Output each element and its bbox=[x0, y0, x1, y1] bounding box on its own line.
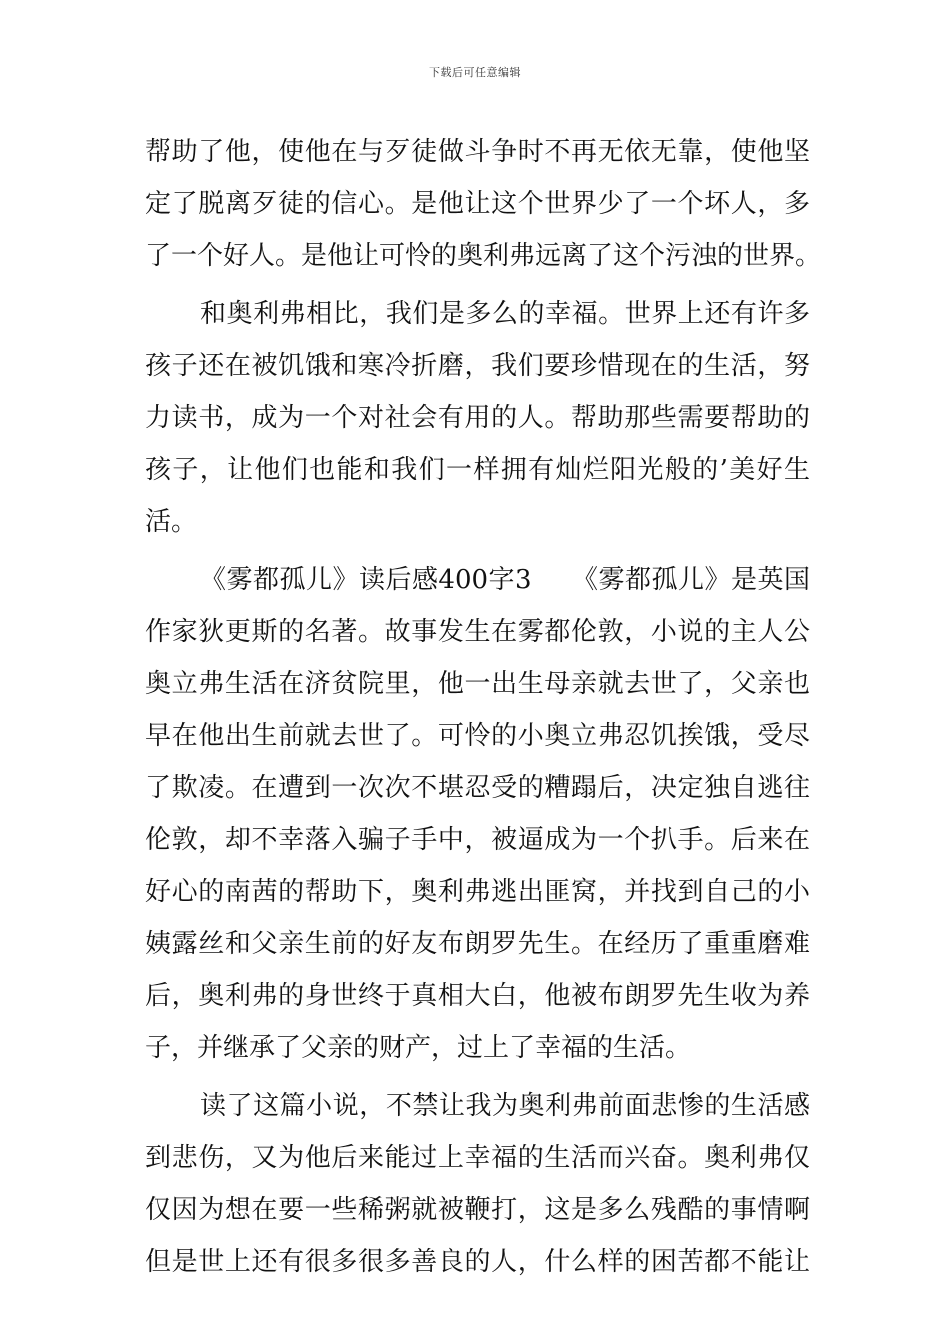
text-line: 帮助了他，使他在与歹徒做斗争时不再无依无靠，使他坚 bbox=[145, 137, 810, 167]
text-line: 仅因为想在要一些稀粥就被鞭打，这是多么残酷的事情啊 bbox=[145, 1195, 810, 1225]
paragraph bbox=[145, 554, 810, 1074]
text-line: 作家狄更斯的名著。故事发生在雾都伦敦，小说的主人公 bbox=[145, 617, 810, 647]
text-line: 活。 bbox=[145, 507, 198, 537]
text-line: 但是世上还有很多很多善良的人，什么样的困苦都不能让 bbox=[145, 1247, 810, 1277]
paragraph bbox=[145, 126, 822, 282]
text-line: 力读书，成为一个对社会有用的人。帮助那些需要帮助的 bbox=[145, 403, 810, 433]
text-line: 读了这篇小说，不禁让我为奥利弗前面悲惨的生活感 bbox=[200, 1091, 810, 1121]
text-line: 伦敦，却不幸落入骗子手中，被逼成为一个扒手。后来在 bbox=[145, 825, 810, 855]
text-line: 奥立弗生活在济贫院里，他一出生母亲就去世了，父亲也 bbox=[145, 669, 810, 699]
text-line: 了一个好人。是他让可怜的奥利弗远离了这个污浊的世界。 bbox=[145, 241, 822, 271]
document-body bbox=[145, 126, 822, 1288]
paragraph bbox=[145, 288, 810, 548]
text-line: 《雾都孤儿》读后感400字3 《雾都孤儿》是英国 bbox=[200, 565, 810, 595]
text-line: 早在他出生前就去世了。可怜的小奥立弗忍饥挨饿，受尽 bbox=[145, 721, 810, 751]
text-line: 孩子还在被饥饿和寒冷折磨，我们要珍惜现在的生活，努 bbox=[145, 351, 810, 381]
text-line: 了欺凌。在遭到一次次不堪忍受的糟蹋后，决定独自逃往 bbox=[145, 773, 810, 803]
text-line: 姨露丝和父亲生前的好友布朗罗先生。在经历了重重磨难 bbox=[145, 929, 810, 959]
text-line: 到悲伤，又为他后来能过上幸福的生活而兴奋。奥利弗仅 bbox=[145, 1143, 810, 1173]
text-line: 子，并继承了父亲的财产，过上了幸福的生活。 bbox=[145, 1033, 692, 1063]
text-line: 孩子，让他们也能和我们一样拥有灿烂阳光般的’美好生 bbox=[145, 455, 810, 485]
text-line: 好心的南茜的帮助下，奥利弗逃出匪窝，并找到自己的小 bbox=[145, 877, 810, 907]
text-line: 和奥利弗相比，我们是多么的幸福。世界上还有许多 bbox=[200, 299, 810, 329]
paragraph bbox=[145, 1080, 810, 1288]
text-line: 后，奥利弗的身世终于真相大白，他被布朗罗先生收为养 bbox=[145, 981, 810, 1011]
page-header: 下载后可任意编辑 bbox=[429, 66, 521, 79]
text-line: 定了脱离歹徒的信心。是他让这个世界少了一个坏人，多 bbox=[145, 189, 810, 219]
